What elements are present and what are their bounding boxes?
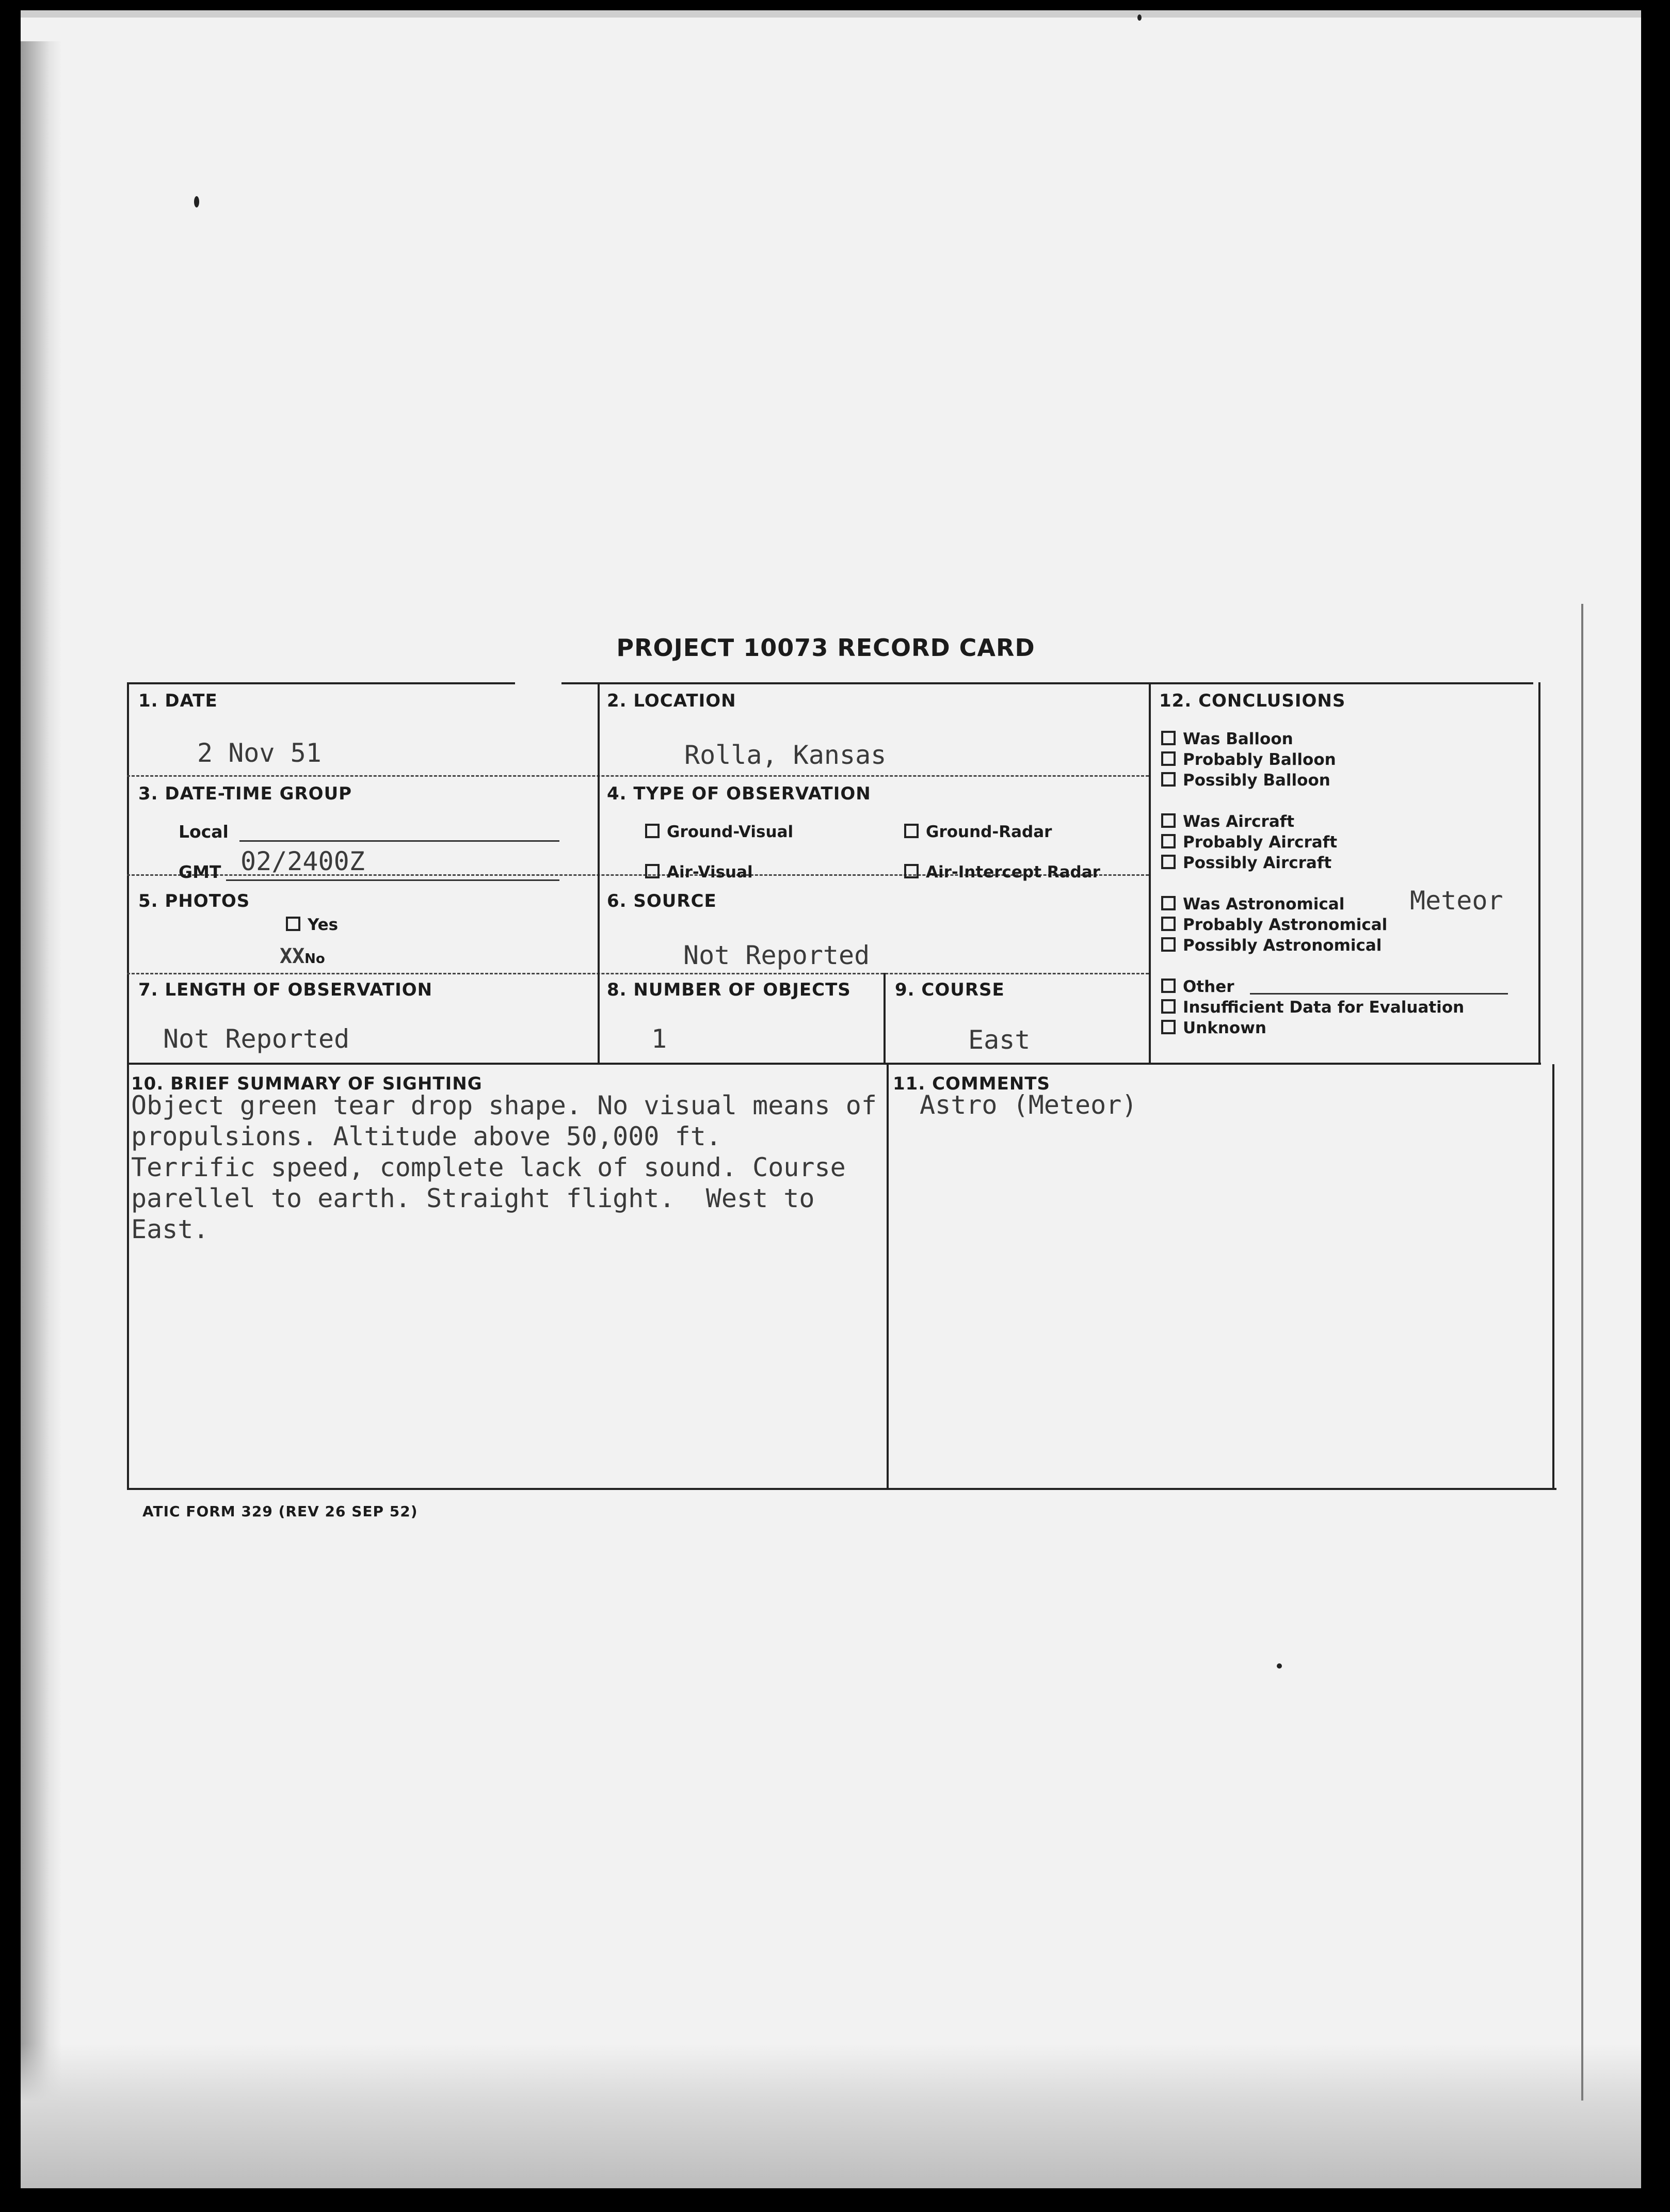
- column-divider: [887, 1063, 889, 1489]
- right-border: [1552, 1064, 1554, 1490]
- conclusion-checkbox[interactable]: [1161, 917, 1176, 931]
- summary-line: propulsions. Altitude above 50,000 ft.: [131, 1121, 721, 1151]
- comments-label: 11. COMMENTS: [893, 1073, 1050, 1094]
- speck: [194, 196, 199, 207]
- conclusion-label: Other: [1183, 977, 1234, 996]
- gmt-label: GMT: [179, 862, 221, 882]
- row-divider: [127, 1063, 1541, 1065]
- course-label: 9. COURSE: [895, 980, 1005, 1000]
- conclusion-label: Possibly Aircraft: [1183, 854, 1332, 872]
- local-label: Local: [179, 822, 229, 842]
- comments-value: Astro (Meteor): [920, 1090, 1137, 1120]
- ground-radar-option[interactable]: [904, 823, 1052, 841]
- conclusion-checkbox[interactable]: [1161, 731, 1176, 745]
- number-of-objects-value: 1: [651, 1024, 667, 1054]
- top-border: [561, 682, 1087, 684]
- conclusion-label: Possibly Balloon: [1183, 771, 1330, 790]
- conclusion-checkbox[interactable]: [1161, 1020, 1176, 1034]
- right-border: [1538, 682, 1540, 1064]
- conclusion-option[interactable]: [1161, 1019, 1266, 1037]
- source-value: Not Reported: [683, 940, 870, 970]
- conclusion-option[interactable]: [1161, 730, 1293, 748]
- conclusion-label: Possibly Astronomical: [1183, 936, 1382, 955]
- date-label: 1. DATE: [138, 691, 218, 711]
- air-intercept-radar-checkbox[interactable]: [904, 864, 919, 878]
- astronomical-note: Meteor: [1410, 886, 1503, 916]
- local-underline: [239, 840, 559, 842]
- conclusion-checkbox[interactable]: [1161, 834, 1176, 848]
- row-divider: [127, 973, 1149, 974]
- conclusion-option[interactable]: [1161, 916, 1387, 934]
- conclusion-option[interactable]: [1161, 771, 1330, 790]
- summary-line: Object green tear drop shape. No visual means of: [131, 1091, 877, 1120]
- conclusion-checkbox[interactable]: [1161, 855, 1176, 869]
- column-divider: [884, 973, 886, 1063]
- photos-yes-checkbox[interactable]: [286, 917, 300, 931]
- row-divider: [127, 775, 1149, 777]
- summary-line: Terrific speed, complete lack of sound. Course: [131, 1152, 846, 1182]
- top-border: [127, 682, 515, 684]
- conclusion-label: Was Astronomical: [1183, 895, 1345, 913]
- ground-visual-option[interactable]: [645, 823, 793, 841]
- conclusion-label: Unknown: [1183, 1019, 1266, 1037]
- conclusion-checkbox[interactable]: [1161, 979, 1176, 993]
- other-underline: [1250, 993, 1508, 995]
- air-intercept-radar-label: Air-Intercept Radar: [926, 863, 1100, 881]
- length-of-observation-value: Not Reported: [163, 1024, 350, 1054]
- conclusion-checkbox[interactable]: [1161, 937, 1176, 952]
- top-border: [1079, 682, 1533, 684]
- summary-line: parellel to earth. Straight flight. West to: [131, 1183, 815, 1213]
- photos-yes-option[interactable]: [286, 916, 338, 934]
- left-shadow: [21, 41, 62, 2106]
- length-of-observation-label: 7. LENGTH OF OBSERVATION: [138, 980, 433, 1000]
- ground-radar-checkbox[interactable]: [904, 824, 919, 838]
- column-divider: [1149, 682, 1151, 1063]
- ground-visual-label: Ground-Visual: [667, 823, 794, 841]
- air-intercept-radar-option[interactable]: [904, 863, 1100, 881]
- conclusion-checkbox[interactable]: [1161, 751, 1176, 766]
- photos-yes-label: Yes: [308, 916, 339, 934]
- photos-no-option[interactable]: [280, 944, 325, 968]
- conclusion-option[interactable]: [1161, 833, 1337, 852]
- conclusion-option[interactable]: [1161, 998, 1464, 1017]
- right-edge-mark: [1581, 604, 1583, 2101]
- card-title: PROJECT 10073 RECORD CARD: [616, 634, 1035, 662]
- conclusion-checkbox[interactable]: [1161, 999, 1176, 1014]
- speck: [1137, 14, 1142, 21]
- ground-visual-checkbox[interactable]: [645, 824, 660, 838]
- conclusions-label: 12. CONCLUSIONS: [1159, 691, 1346, 711]
- conclusion-label: Probably Astronomical: [1183, 916, 1388, 934]
- gmt-underline: [226, 879, 559, 881]
- conclusion-label: Probably Balloon: [1183, 750, 1336, 769]
- conclusion-label: Was Aircraft: [1183, 812, 1295, 831]
- conclusion-label: Probably Aircraft: [1183, 833, 1338, 852]
- date-time-group-label: 3. DATE-TIME GROUP: [138, 783, 352, 804]
- location-label: 2. LOCATION: [607, 691, 736, 711]
- type-of-observation-label: 4. TYPE OF OBSERVATION: [607, 783, 871, 804]
- air-visual-checkbox[interactable]: [645, 864, 660, 878]
- conclusion-checkbox[interactable]: [1161, 896, 1176, 910]
- left-border: [127, 682, 129, 1490]
- form-footer: ATIC FORM 329 (REV 26 SEP 52): [142, 1503, 418, 1520]
- conclusion-option[interactable]: [1161, 936, 1382, 955]
- location-value: Rolla, Kansas: [684, 740, 887, 770]
- date-value: 2 Nov 51: [197, 738, 322, 768]
- conclusion-label: Insufficient Data for Evaluation: [1183, 998, 1465, 1017]
- gmt-value: 02/2400Z: [240, 846, 365, 876]
- conclusion-option[interactable]: [1161, 854, 1331, 872]
- number-of-objects-label: 8. NUMBER OF OBJECTS: [607, 980, 851, 1000]
- conclusion-checkbox[interactable]: [1161, 772, 1176, 787]
- conclusion-option[interactable]: [1161, 750, 1336, 769]
- conclusion-checkbox[interactable]: [1161, 813, 1176, 828]
- ground-radar-label: Ground-Radar: [926, 823, 1052, 841]
- speck: [1277, 1663, 1282, 1669]
- air-visual-option[interactable]: [645, 863, 753, 881]
- brief-summary-label: 10. BRIEF SUMMARY OF SIGHTING: [131, 1073, 483, 1094]
- column-divider: [598, 682, 600, 1063]
- photos-no-mark: XX: [280, 944, 305, 968]
- conclusion-option[interactable]: [1161, 812, 1294, 831]
- conclusion-option[interactable]: [1161, 895, 1344, 913]
- summary-line: East.: [131, 1214, 209, 1244]
- paper-top-edge: [21, 10, 1641, 18]
- photos-label: 5. PHOTOS: [138, 891, 250, 911]
- conclusion-label: Was Balloon: [1183, 730, 1293, 748]
- bottom-shadow: [21, 2044, 1641, 2188]
- record-card: [127, 682, 1556, 1490]
- air-visual-label: Air-Visual: [667, 863, 753, 881]
- course-value: East: [968, 1025, 1031, 1055]
- photos-no-label: No: [304, 951, 325, 967]
- bottom-border: [127, 1488, 1556, 1490]
- source-label: 6. SOURCE: [607, 891, 717, 911]
- conclusion-option[interactable]: [1161, 977, 1234, 996]
